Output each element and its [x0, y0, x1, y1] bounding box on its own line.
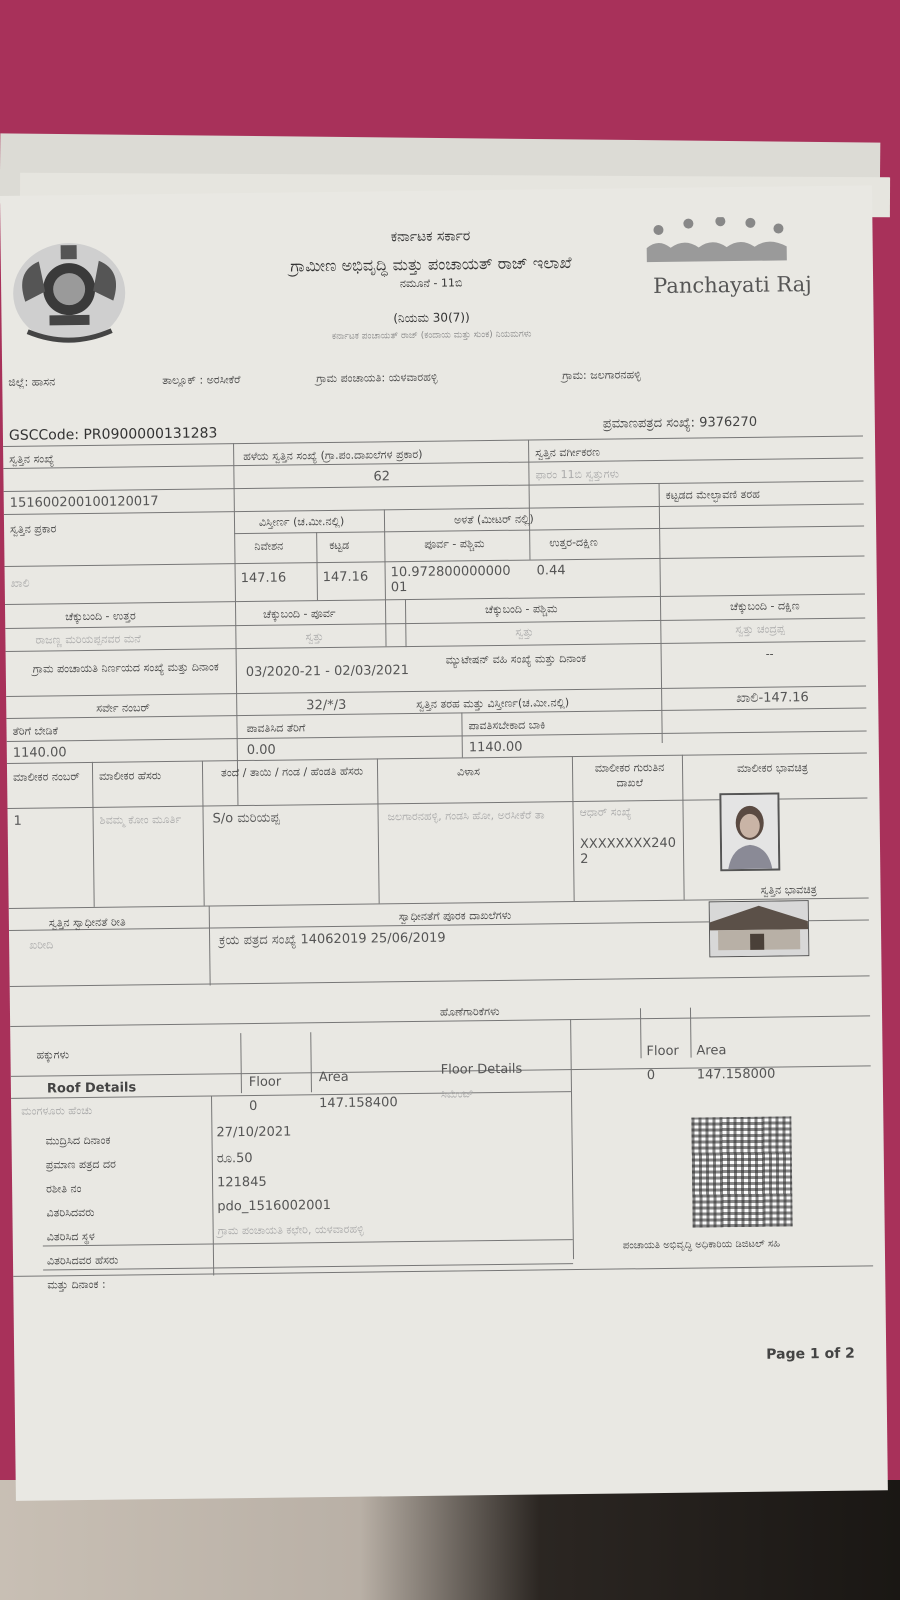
print-date-label: ಮುದ್ರಿಸಿದ ದಿನಾಂಕ — [45, 1133, 111, 1148]
survey-number-value: 32/*/3 — [306, 697, 347, 714]
boundary-west-label: ಚೆಕ್ಕುಬಂದಿ - ಪಶ್ಚಿಮ — [485, 602, 558, 617]
district: ಜಿಲ್ಲೆ: ಹಾಸನ — [8, 375, 56, 389]
floor-floor-header: Floor — [646, 1043, 679, 1060]
rule-number: (ನಿಯಮ 30(7)) — [393, 310, 470, 326]
owner-address-value: ಜಲಗಾರನಹಳ್ಳಿ, ಗಂಡಸಿ ಹೋ, ಅರಸೀಕೆರೆ ತಾ — [387, 808, 545, 824]
boundary-south-value: ಸ್ವತ್ತು ಚಂದ್ರಪ್ಪ — [735, 622, 785, 637]
receipt-value: 121845 — [216, 1174, 267, 1191]
floor-floor-value: 0 — [646, 1068, 656, 1084]
type-area-value: ಖಾಲಿ-147.16 — [736, 690, 809, 707]
person-photo-icon — [721, 795, 778, 870]
owner-name-value: ಶಿವಮ್ಮ ಕೋಂ ಮೂರ್ತಿ — [99, 812, 182, 827]
tax-paid-label: ಪಾವತಿಸಿದ ತೆರಿಗೆ — [246, 721, 306, 736]
owner-photo-label: ಮಾಲೀಕರ ಭಾವಚಿತ್ರ — [736, 761, 809, 776]
owner-id-label: ಮಾಲೀಕರ ಗುರುತಿನ ದಾಖಲೆ — [594, 760, 665, 790]
resolution-label: ಗ್ರಾಮ ಪಂಚಾಯತಿ ನಿರ್ಣಯದ ಸಂಖ್ಯೆ ಮತ್ತು ದಿನಾಂಕ — [32, 660, 219, 676]
roof-type-value: ಮಂಗಳೂರು ಹೆಂಚು — [21, 1103, 93, 1118]
building-area-value: 147.16 — [322, 569, 369, 586]
issued-place-label: ವಿತರಿಸಿದ ಸ್ಥಳ — [46, 1229, 95, 1244]
roof-floor-header: Floor — [248, 1074, 282, 1091]
liabilities-label: ಹೊಣೆಗಾರಿಕೆಗಳು — [439, 1004, 500, 1019]
state-title: ಕರ್ನಾಟಕ ಸರ್ಕಾರ — [390, 228, 471, 246]
east-west-value: 10.972800000000 01 — [390, 563, 511, 596]
acquisition-method-label: ಸ್ವತ್ತಿನ ಸ್ವಾಧೀನತೆ ರೀತಿ — [48, 915, 126, 930]
tax-demand-value: 1140.00 — [12, 745, 67, 761]
north-south-label: ಉತ್ತರ-ದಕ್ಷಿಣ — [549, 535, 598, 550]
issuer-name-label: ವಿತರಿಸಿದವರ ಹೆಸರು — [46, 1253, 119, 1268]
fee-label: ಪ್ರಮಾಣ ಪತ್ರದ ದರ — [45, 1157, 116, 1172]
owner-relation-label: ತಂದೆ / ತಾಯಿ / ಗಂಡ / ಹೆಂಡತಿ ಹೆಸರು — [220, 764, 364, 780]
acquisition-method-value: ಖರೀದಿ — [29, 938, 54, 952]
floor-area-value: 147.158000 — [696, 1066, 776, 1083]
owner-number-value: 1 — [13, 813, 23, 829]
survey-number-label: ಸರ್ವೇ ನಂಬರ್ — [96, 701, 150, 715]
boundary-dash: -- — [765, 647, 774, 661]
village: ಗ್ರಾಮ: ಜಲಗಾರನಹಳ್ಳಿ — [562, 368, 641, 383]
taluk: ತಾಲ್ಲೂಕ್ : ಅರಸೀಕೆರೆ — [162, 373, 241, 388]
issued-place-value: ಗ್ರಾಮ ಪಂಚಾಯತಿ ಕಛೇರಿ, ಯಳವಾರಹಳ್ಳಿ — [217, 1222, 364, 1238]
property-type-label: ಸ್ವತ್ತಿನ ಪ್ರಕಾರ — [9, 522, 57, 536]
tax-due-label: ಪಾವತಿಸಬೇಕಾದ ಬಾಕಿ — [468, 718, 546, 733]
property-photo-label: ಸ್ವತ್ತಿನ ಭಾವಚಿತ್ರ — [760, 883, 817, 897]
form-number: ನಮೂನೆ - 11ಬಿ — [399, 276, 463, 291]
acquisition-docs-label: ಸ್ವಾಧೀನತೆಗೆ ಪೂರಕ ದಾಖಲೆಗಳು — [398, 908, 512, 924]
page-number: Page 1 of 2 — [766, 1345, 855, 1363]
department-title: ಗ್ರಾಮೀಣ ಅಭಿವೃದ್ಧಿ ಮತ್ತು ಪಂಚಾಯತ್ ರಾಜ್ ಇಲಾಖೆ — [290, 253, 572, 276]
owner-name-label: ಮಾಲೀಕರ ಹೆಸರು — [99, 769, 162, 783]
owner-photo — [719, 793, 780, 872]
property-category-label: ಸ್ವತ್ತಿನ ವರ್ಗೀಕರಣ — [535, 445, 600, 460]
owner-number-label: ಮಾಲೀಕರ ನಂಬರ್ — [13, 770, 80, 784]
resolution-value: 03/2020-21 - 02/03/2021 — [245, 663, 410, 681]
roof-area-value: 147.158400 — [319, 1095, 398, 1112]
building-label: ಕಟ್ಟಡ — [329, 538, 350, 553]
qr-code-icon — [691, 1116, 792, 1227]
receipt-label: ರಶೀತಿ ನಂ — [46, 1182, 82, 1196]
floor-type-value: ಸಿಮೆಂಟ್ — [440, 1087, 474, 1101]
acquisition-docs-value: ಕ್ರಯ ಪತ್ರದ ಸಂಖ್ಯೆ 14062019 25/06/2019 — [219, 930, 446, 949]
floor-area-header: Area — [696, 1043, 727, 1059]
dimensions-label: ಅಳತೆ (ಮೀಟರ್ ನಲ್ಲಿ) — [453, 512, 534, 527]
property-photo — [709, 900, 810, 957]
site-area-value: 147.16 — [240, 570, 287, 587]
gsc-code: GSCCode: PR0900000131283 — [8, 425, 218, 444]
certificate-number: ಪ್ರಮಾಣಪತ್ರದ ಸಂಖ್ಯೆ: 9376270 — [602, 414, 758, 432]
fee-value: ರೂ.50 — [216, 1150, 253, 1167]
boundary-south-label: ಚೆಕ್ಕುಬಂದಿ - ದಕ್ಷಿಣ — [729, 599, 800, 614]
site-label: ನಿವೇಶನ — [254, 539, 284, 553]
boundary-east-label: ಚೆಕ್ಕುಬಂದಿ - ಪೂರ್ವ — [263, 606, 336, 621]
boundary-west-value: ಸ್ವತ್ತು — [515, 625, 534, 639]
print-date-value: 27/10/2021 — [216, 1124, 292, 1141]
form-subtitle: ಕರ್ನಾಟಕ ಪಂಚಾಯತ್ ರಾಜ್ (ಕಂದಾಯ ಮತ್ತು ಸುಂಕ) ನಿಯಮಗಳು — [331, 329, 532, 342]
boundary-east-value: ಸ್ವತ್ತು — [305, 630, 324, 644]
old-property-number-label: ಹಳೆಯ ಸ್ವತ್ತಿನ ಸಂಖ್ಯೆ (ಗ್ರಾ.ಪಂ.ದಾಖಲೆಗಳ ಪ್ರಕಾರ) — [243, 447, 423, 464]
roof-area-header: Area — [318, 1069, 349, 1086]
property-type-value: ಖಾಲಿ — [10, 576, 30, 590]
building-type-label: ಕಟ್ಟಡದ ಮೇಲ್ಛಾವಣಿ ತರಹ — [665, 487, 760, 502]
issue-date-label: ಮತ್ತು ದಿನಾಂಕ : — [47, 1277, 106, 1292]
boundary-north-value: ರಾಜಣ್ಣ ಮರಿಯಪ್ಪನವರ ಮನೆ — [35, 632, 141, 647]
gram-panchayat: ಗ್ರಾಮ ಪಂಚಾಯತಿ: ಯಳವಾರಹಳ್ಳಿ — [316, 370, 438, 386]
north-south-value: 0.44 — [536, 563, 566, 579]
property-number-value: 151600200100120017 — [9, 494, 159, 511]
tax-demand-label: ತೆರಿಗೆ ಬೇಡಿಕೆ — [12, 724, 59, 738]
boundary-north-label: ಚೆಕ್ಕುಬಂದಿ - ಉತ್ತರ — [65, 609, 136, 624]
tax-due-value: 1140.00 — [468, 739, 523, 756]
form-11b-document — [0, 185, 888, 1501]
owner-id-type: ಆಧಾರ್ ಸಂಖ್ಯೆ — [579, 805, 632, 819]
digital-signature-label: ಪಂಚಾಯತಿ ಅಭಿವೃದ್ಧಿ ಅಧಿಕಾರಿಯ ಡಿಜಿಟಲ್ ಸಹಿ — [622, 1238, 781, 1252]
owner-id-value: XXXXXXXX2402 — [579, 835, 677, 867]
issued-by-label: ವಿತರಿಸಿದವರು — [46, 1205, 95, 1220]
area-label: ವಿಸ್ತೀರ್ಣ (ಚ.ಮೀ.ನಲ್ಲಿ) — [258, 514, 345, 529]
roof-floor-value: 0 — [249, 1098, 258, 1115]
property-number-label: ಸ್ವತ್ತಿನ ಸಂಖ್ಯೆ — [9, 452, 55, 466]
rights-label: ಹಕ್ಕುಗಳು — [36, 1048, 70, 1062]
east-west-label: ಪೂರ್ವ - ಪಶ್ಚಿಮ — [424, 537, 485, 551]
roof-details-title: Roof Details — [46, 1080, 137, 1097]
floor-details-title: Floor Details — [440, 1061, 523, 1078]
tax-paid-value: 0.00 — [246, 742, 276, 759]
type-area-label: ಸ್ವತ್ತಿನ ತರಹ ಮತ್ತು ವಿಸ್ತೀರ್ಣ(ಚ.ಮೀ.ನಲ್ಲಿ) — [416, 696, 570, 711]
panchayati-raj-text: Panchayati Raj — [653, 272, 812, 299]
issued-by-value: pdo_1516002001 — [217, 1198, 332, 1215]
owner-relation-value: S/o ಮರಿಯಪ್ಪ — [212, 810, 280, 827]
property-category-value: ಫಾರಂ 11ಬಿ ಸ್ವತ್ತುಗಳು — [535, 467, 620, 482]
mutation-label: ಮ್ಯುಟೇಷನ್ ವಹಿ ಸಂಖ್ಯೆ ಮತ್ತು ದಿನಾಂಕ — [445, 651, 587, 667]
house-photo-icon — [710, 901, 809, 956]
old-property-number-value: 62 — [373, 469, 391, 485]
owner-address-label: ವಿಳಾಸ — [456, 765, 480, 779]
